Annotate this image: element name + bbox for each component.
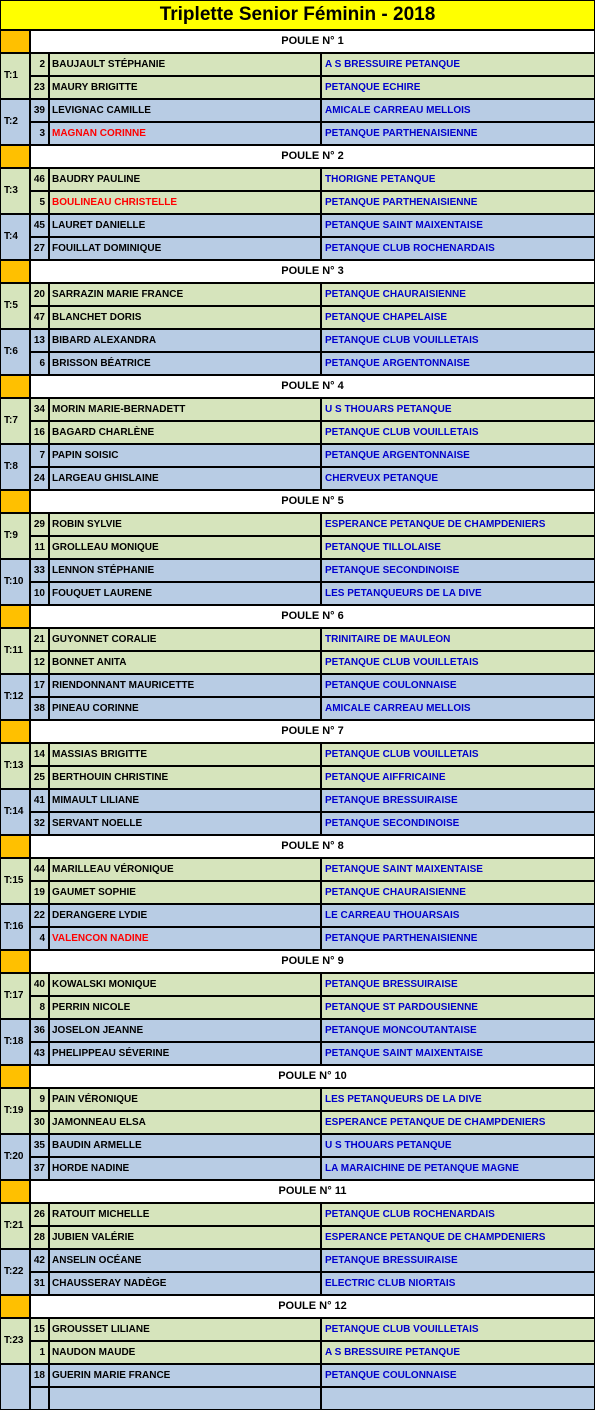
player-name: RATOUIT MICHELLE	[49, 1203, 321, 1226]
player-number: 26	[30, 1203, 49, 1226]
player-name: MAURY BRIGITTE	[49, 76, 321, 99]
player-name: BAUJAULT STÉPHANIE	[49, 53, 321, 76]
player-number: 24	[30, 467, 49, 490]
player-name: BERTHOUIN CHRISTINE	[49, 766, 321, 789]
player-club: PETANQUE ARGENTONNAISE	[321, 352, 595, 375]
player-club: PETANQUE PARTHENAISIENNE	[321, 191, 595, 214]
player-club: PETANQUE MONCOUTANTAISE	[321, 1019, 595, 1042]
team-label: T:3	[0, 168, 30, 214]
player-number: 20	[30, 283, 49, 306]
team-label: T:15	[0, 858, 30, 904]
player-number: 33	[30, 559, 49, 582]
player-name: BAUDIN ARMELLE	[49, 1134, 321, 1157]
player-number: 28	[30, 1226, 49, 1249]
player-name: SARRAZIN MARIE FRANCE	[49, 283, 321, 306]
player-name: DERANGERE LYDIE	[49, 904, 321, 927]
player-number	[30, 1387, 49, 1410]
poule-marker	[0, 30, 30, 53]
player-number: 1	[30, 1341, 49, 1364]
player-number: 30	[30, 1111, 49, 1134]
sheet-title: Triplette Senior Féminin - 2018	[0, 0, 595, 30]
player-number: 5	[30, 191, 49, 214]
player-number: 35	[30, 1134, 49, 1157]
team-label: T:19	[0, 1088, 30, 1134]
player-number: 7	[30, 444, 49, 467]
player-name: PINEAU CORINNE	[49, 697, 321, 720]
player-club: PETANQUE SAINT MAIXENTAISE	[321, 858, 595, 881]
player-club: ESPERANCE PETANQUE DE CHAMPDENIERS	[321, 1111, 595, 1134]
player-number: 15	[30, 1318, 49, 1341]
player-number: 4	[30, 927, 49, 950]
player-name: VALENCON NADINE	[49, 927, 321, 950]
player-club: PETANQUE COULONNAISE	[321, 674, 595, 697]
poule-header: POULE N° 2	[30, 145, 595, 168]
player-club: PETANQUE BRESSUIRAISE	[321, 789, 595, 812]
player-name: LAURET DANIELLE	[49, 214, 321, 237]
player-name: BAGARD CHARLÈNE	[49, 421, 321, 444]
poule-header: POULE N° 4	[30, 375, 595, 398]
player-name: SERVANT NOELLE	[49, 812, 321, 835]
player-number: 45	[30, 214, 49, 237]
poule-marker	[0, 490, 30, 513]
player-name: KOWALSKI MONIQUE	[49, 973, 321, 996]
player-name: JOSELON JEANNE	[49, 1019, 321, 1042]
team-label: T:12	[0, 674, 30, 720]
player-name: CHAUSSERAY NADÈGE	[49, 1272, 321, 1295]
player-number: 31	[30, 1272, 49, 1295]
player-number: 12	[30, 651, 49, 674]
player-name: JUBIEN VALÉRIE	[49, 1226, 321, 1249]
team-label: T:11	[0, 628, 30, 674]
player-name: BONNET ANITA	[49, 651, 321, 674]
player-name: GROLLEAU MONIQUE	[49, 536, 321, 559]
player-name: RIENDONNANT MAURICETTE	[49, 674, 321, 697]
player-name: GROUSSET LILIANE	[49, 1318, 321, 1341]
player-number: 39	[30, 99, 49, 122]
poule-marker	[0, 1295, 30, 1318]
player-club: LES PETANQUEURS DE LA DIVE	[321, 582, 595, 605]
player-club: PETANQUE ARGENTONNAISE	[321, 444, 595, 467]
player-club: THORIGNE PETANQUE	[321, 168, 595, 191]
player-club: PETANQUE PARTHENAISIENNE	[321, 122, 595, 145]
player-number: 22	[30, 904, 49, 927]
player-name: MORIN MARIE-BERNADETT	[49, 398, 321, 421]
player-name: PAIN VÉRONIQUE	[49, 1088, 321, 1111]
player-name: PHELIPPEAU SÉVERINE	[49, 1042, 321, 1065]
player-number: 17	[30, 674, 49, 697]
player-club: ESPERANCE PETANQUE DE CHAMPDENIERS	[321, 1226, 595, 1249]
player-number: 46	[30, 168, 49, 191]
poule-marker	[0, 260, 30, 283]
poule-header: POULE N° 8	[30, 835, 595, 858]
player-club: PETANQUE CLUB VOUILLETAIS	[321, 1318, 595, 1341]
player-number: 21	[30, 628, 49, 651]
player-club: AMICALE CARREAU MELLOIS	[321, 697, 595, 720]
poule-header: POULE N° 5	[30, 490, 595, 513]
player-club: A S BRESSUIRE PETANQUE	[321, 53, 595, 76]
team-label: T:8	[0, 444, 30, 490]
poule-header: POULE N° 7	[30, 720, 595, 743]
player-name: MARILLEAU VÉRONIQUE	[49, 858, 321, 881]
team-label: T:1	[0, 53, 30, 99]
player-name: GAUMET SOPHIE	[49, 881, 321, 904]
player-number: 8	[30, 996, 49, 1019]
player-number: 13	[30, 329, 49, 352]
poule-header: POULE N° 6	[30, 605, 595, 628]
player-number: 16	[30, 421, 49, 444]
player-name: LENNON STÉPHANIE	[49, 559, 321, 582]
player-number: 41	[30, 789, 49, 812]
player-club: PETANQUE CLUB VOUILLETAIS	[321, 743, 595, 766]
team-label: T:5	[0, 283, 30, 329]
player-club: ESPERANCE PETANQUE DE CHAMPDENIERS	[321, 513, 595, 536]
player-club: PETANQUE CLUB ROCHENARDAIS	[321, 1203, 595, 1226]
player-number: 36	[30, 1019, 49, 1042]
player-name: GUERIN MARIE FRANCE	[49, 1364, 321, 1387]
team-label: T:9	[0, 513, 30, 559]
player-name: MASSIAS BRIGITTE	[49, 743, 321, 766]
player-club: TRINITAIRE DE MAULEON	[321, 628, 595, 651]
player-number: 10	[30, 582, 49, 605]
player-number: 18	[30, 1364, 49, 1387]
player-club: LA MARAICHINE DE PETANQUE MAGNE	[321, 1157, 595, 1180]
player-club: PETANQUE CHAPELAISE	[321, 306, 595, 329]
player-club: PETANQUE SAINT MAIXENTAISE	[321, 214, 595, 237]
team-label: T:23	[0, 1318, 30, 1364]
player-club: PETANQUE AIFFRICAINE	[321, 766, 595, 789]
player-club: PETANQUE CLUB VOUILLETAIS	[321, 421, 595, 444]
player-number: 47	[30, 306, 49, 329]
team-label: T:21	[0, 1203, 30, 1249]
player-name	[49, 1387, 321, 1410]
player-club: PETANQUE CHAURAISIENNE	[321, 283, 595, 306]
player-number: 14	[30, 743, 49, 766]
poule-marker	[0, 835, 30, 858]
player-number: 6	[30, 352, 49, 375]
player-club: PETANQUE CLUB ROCHENARDAIS	[321, 237, 595, 260]
team-label: T:10	[0, 559, 30, 605]
player-club: ELECTRIC CLUB NIORTAIS	[321, 1272, 595, 1295]
team-label: T:7	[0, 398, 30, 444]
team-label: T:14	[0, 789, 30, 835]
player-name: PERRIN NICOLE	[49, 996, 321, 1019]
poule-marker	[0, 720, 30, 743]
player-name: BOULINEAU CHRISTELLE	[49, 191, 321, 214]
team-label: T:17	[0, 973, 30, 1019]
poule-marker	[0, 1065, 30, 1088]
player-name: LEVIGNAC CAMILLE	[49, 99, 321, 122]
player-name: LARGEAU GHISLAINE	[49, 467, 321, 490]
player-club: CHERVEUX PETANQUE	[321, 467, 595, 490]
player-club: U S THOUARS PETANQUE	[321, 398, 595, 421]
player-number: 11	[30, 536, 49, 559]
poule-header: POULE N° 12	[30, 1295, 595, 1318]
poule-marker	[0, 1180, 30, 1203]
player-name: HORDE NADINE	[49, 1157, 321, 1180]
team-label: T:13	[0, 743, 30, 789]
poule-marker	[0, 375, 30, 398]
player-club: PETANQUE COULONNAISE	[321, 1364, 595, 1387]
player-club: PETANQUE TILLOLAISE	[321, 536, 595, 559]
player-name: MIMAULT LILIANE	[49, 789, 321, 812]
player-number: 3	[30, 122, 49, 145]
player-number: 38	[30, 697, 49, 720]
player-name: NAUDON MAUDE	[49, 1341, 321, 1364]
poule-header: POULE N° 3	[30, 260, 595, 283]
player-club: A S BRESSUIRE PETANQUE	[321, 1341, 595, 1364]
team-label: T:20	[0, 1134, 30, 1180]
player-club: PETANQUE CLUB VOUILLETAIS	[321, 329, 595, 352]
player-club: PETANQUE PARTHENAISIENNE	[321, 927, 595, 950]
player-name: BAUDRY PAULINE	[49, 168, 321, 191]
player-club: PETANQUE CHAURAISIENNE	[321, 881, 595, 904]
player-club: PETANQUE SAINT MAIXENTAISE	[321, 1042, 595, 1065]
player-club: AMICALE CARREAU MELLOIS	[321, 99, 595, 122]
poule-marker	[0, 950, 30, 973]
poule-header: POULE N° 11	[30, 1180, 595, 1203]
player-name: ANSELIN OCÉANE	[49, 1249, 321, 1272]
player-number: 23	[30, 76, 49, 99]
team-label: T:6	[0, 329, 30, 375]
player-number: 2	[30, 53, 49, 76]
team-label: T:2	[0, 99, 30, 145]
player-club: PETANQUE ST PARDOUSIENNE	[321, 996, 595, 1019]
player-name: JAMONNEAU ELSA	[49, 1111, 321, 1134]
poule-header: POULE N° 1	[30, 30, 595, 53]
player-number: 37	[30, 1157, 49, 1180]
player-club: PETANQUE SECONDINOISE	[321, 812, 595, 835]
poule-header: POULE N° 9	[30, 950, 595, 973]
player-number: 42	[30, 1249, 49, 1272]
poule-marker	[0, 605, 30, 628]
poule-header: POULE N° 10	[30, 1065, 595, 1088]
player-club: PETANQUE SECONDINOISE	[321, 559, 595, 582]
player-club: U S THOUARS PETANQUE	[321, 1134, 595, 1157]
player-club: LE CARREAU THOUARSAIS	[321, 904, 595, 927]
player-number: 9	[30, 1088, 49, 1111]
player-name: BLANCHET DORIS	[49, 306, 321, 329]
player-number: 19	[30, 881, 49, 904]
team-label: T:22	[0, 1249, 30, 1295]
player-number: 34	[30, 398, 49, 421]
player-name: PAPIN SOISIC	[49, 444, 321, 467]
team-label: T:18	[0, 1019, 30, 1065]
player-club: LES PETANQUEURS DE LA DIVE	[321, 1088, 595, 1111]
poule-marker	[0, 145, 30, 168]
player-name: GUYONNET CORALIE	[49, 628, 321, 651]
player-name: FOUILLAT DOMINIQUE	[49, 237, 321, 260]
player-number: 29	[30, 513, 49, 536]
player-number: 40	[30, 973, 49, 996]
team-label	[0, 1364, 30, 1410]
player-name: BRISSON BÉATRICE	[49, 352, 321, 375]
player-name: BIBARD ALEXANDRA	[49, 329, 321, 352]
player-club: PETANQUE CLUB VOUILLETAIS	[321, 651, 595, 674]
player-club: PETANQUE ECHIRE	[321, 76, 595, 99]
player-club: PETANQUE BRESSUIRAISE	[321, 973, 595, 996]
player-number: 44	[30, 858, 49, 881]
team-label: T:4	[0, 214, 30, 260]
team-label: T:16	[0, 904, 30, 950]
player-number: 27	[30, 237, 49, 260]
player-name: ROBIN SYLVIE	[49, 513, 321, 536]
player-name: FOUQUET LAURENE	[49, 582, 321, 605]
player-club	[321, 1387, 595, 1410]
player-number: 43	[30, 1042, 49, 1065]
player-club: PETANQUE BRESSUIRAISE	[321, 1249, 595, 1272]
player-name: MAGNAN CORINNE	[49, 122, 321, 145]
player-number: 25	[30, 766, 49, 789]
player-number: 32	[30, 812, 49, 835]
